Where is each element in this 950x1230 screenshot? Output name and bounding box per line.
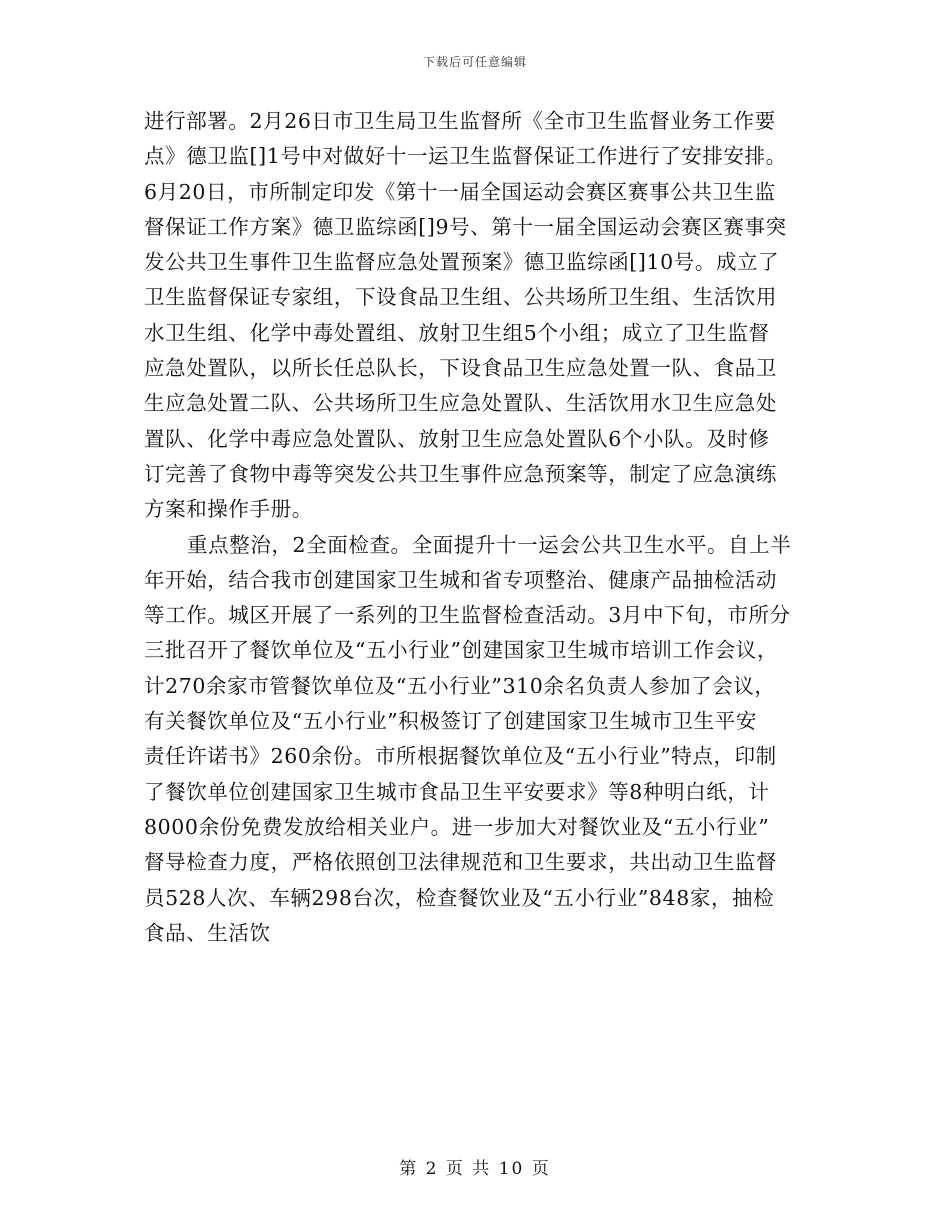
text-line: 有关餐饮单位及“五小行业”积极签订了创建国家卫生城市卫生平安 <box>144 709 757 734</box>
text-line: 应急处置队，以所长任总队长，下设食品卫生应急处置一队、食品卫 <box>144 356 777 381</box>
paragraph-2 <box>144 528 804 952</box>
text-line: 点》德卫监[]1号中对做好十一运卫生监督保证工作进行了安排安排。 <box>144 144 787 169</box>
text-line: 发公共卫生事件卫生监督应急处置预案》德卫监综函[]10号。成立了 <box>144 250 780 275</box>
text-line: 食品、生活饮 <box>144 920 271 945</box>
text-line: 进行部署。2月26日市卫生局卫生监督所《全市卫生监督业务工作要 <box>144 109 776 133</box>
text-line: 订完善了食物中毒等突发公共卫生事件应急预案等，制定了应急演练 <box>144 461 777 486</box>
paragraph-1 <box>144 104 804 528</box>
text-line: 督保证工作方案》德卫监综函[]9号、第十一届全国运动会赛区赛事突 <box>144 214 787 239</box>
text-line: 督导检查力度，严格依照创卫法律规范和卫生要求，共出动卫生监督 <box>144 850 777 875</box>
text-line: 方案和操作手册。 <box>144 497 313 522</box>
text-line: 生应急处置二队、公共场所卫生应急处置队、生活饮用水卫生应急处 <box>144 391 777 416</box>
text-line: 6月20日，市所制定印发《第十一届全国运动会赛区赛事公共卫生监 <box>144 179 776 204</box>
text-line: 卫生监督保证专家组，下设食品卫生组、公共场所卫生组、生活饮用 <box>144 285 777 310</box>
page-footer: 第 2 页 共 10 页 <box>399 1159 551 1179</box>
document-body <box>144 104 804 951</box>
text-line: 了餐饮单位创建国家卫生城市食品卫生平安要求》等8种明白纸，计 <box>144 779 770 804</box>
text-line: 三批召开了餐饮单位及“五小行业”创建国家卫生城市培训工作会议， <box>144 638 779 663</box>
text-line: 水卫生组、化学中毒处置组、放射卫生组5个小组；成立了卫生监督 <box>144 320 770 345</box>
text-line: 置队、化学中毒应急处置队、放射卫生应急处置队6个小队。及时修 <box>144 426 770 451</box>
text-line: 责任许诺书》260余份。市所根据餐饮单位及“五小行业”特点，印制 <box>144 744 777 769</box>
text-line: 等工作。城区开展了一系列的卫生监督检查活动。3月中下旬，市所分 <box>144 603 791 628</box>
text-line: 年开始，结合我市创建国家卫生城和省专项整治、健康产品抽检活动 <box>144 567 777 592</box>
text-line: 8000余份免费发放给相关业户。进一步加大对餐饮业及“五小行业” <box>144 814 770 839</box>
text-line: 计270余家市管餐饮单位及“五小行业”310余名负责人参加了会议， <box>144 673 776 698</box>
text-line: 员528人次、车辆298台次，检查餐饮业及“五小行业”848家，抽检 <box>144 885 775 910</box>
page-header: 下载后可任意编辑 <box>422 55 527 69</box>
text-line: 重点整治，2全面检查。全面提升十一运会公共卫生水平。自上半 <box>187 532 792 557</box>
